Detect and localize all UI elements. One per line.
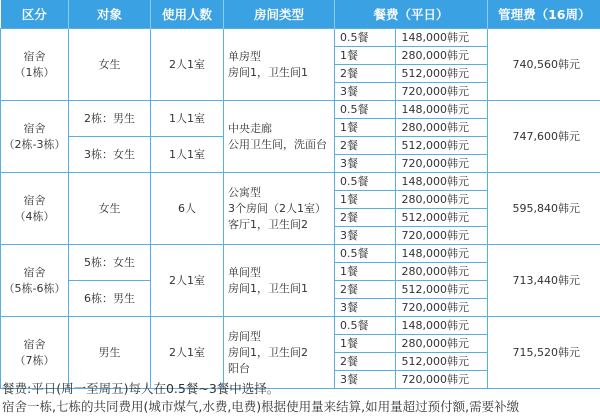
- dorm-target: 6栋：男生: [69, 281, 151, 317]
- meal-option: 3餐: [335, 299, 396, 317]
- dorm-target: 5栋：女生: [69, 245, 151, 281]
- dorm-room-type: 公寓型 3个房间（2人1室） 客厅1，卫生间2: [224, 173, 335, 245]
- meal-price: 512,000韩元: [396, 65, 488, 83]
- meal-option: 3餐: [335, 371, 396, 389]
- header-meal-fee: 餐费（平日）: [335, 0, 488, 29]
- meal-price: 148,000韩元: [396, 29, 488, 47]
- table-row: [1, 317, 600, 335]
- table-row: [1, 29, 600, 47]
- meal-option: 0.5餐: [335, 101, 396, 119]
- dorm-name: 宿舍 （5栋-6栋）: [1, 245, 69, 317]
- meal-price: 720,000韩元: [396, 371, 488, 389]
- meal-option: 0.5餐: [335, 245, 396, 263]
- meal-option: 3餐: [335, 227, 396, 245]
- meal-price: 512,000韩元: [396, 137, 488, 155]
- meal-price: 512,000韩元: [396, 281, 488, 299]
- dorm-people: 2人1室: [151, 29, 224, 101]
- meal-option: 3餐: [335, 155, 396, 173]
- meal-price: 720,000韩元: [396, 299, 488, 317]
- meal-option: 2餐: [335, 209, 396, 227]
- dorm-target: 男生: [69, 317, 151, 389]
- meal-option: 2餐: [335, 353, 396, 371]
- dorm-people: 1人1室: [151, 101, 224, 137]
- header-people: 使用人数: [151, 0, 224, 29]
- table-row: [1, 101, 600, 119]
- meal-option: 1餐: [335, 47, 396, 65]
- meal-option: 1餐: [335, 335, 396, 353]
- meal-price: 280,000韩元: [396, 119, 488, 137]
- table-header-row: [1, 0, 600, 29]
- meal-option: 1餐: [335, 191, 396, 209]
- management-fee: 747,600韩元: [488, 101, 600, 173]
- meal-option: 2餐: [335, 65, 396, 83]
- dorm-room-type: 中央走廊 公用卫生间，洗面台: [224, 101, 335, 173]
- dorm-people: 6人: [151, 173, 224, 245]
- dorm-name: 宿舍 （2栋-3栋）: [1, 101, 69, 173]
- dorm-name: 宿舍 （4栋）: [1, 173, 69, 245]
- meal-price: 148,000韩元: [396, 173, 488, 191]
- dorm-people: 2人1室: [151, 245, 224, 317]
- dorm-name: 宿舍 （7栋）: [1, 317, 69, 389]
- management-fee: 715,520韩元: [488, 317, 600, 389]
- meal-price: 512,000韩元: [396, 353, 488, 371]
- meal-option: 1餐: [335, 263, 396, 281]
- meal-option: 2餐: [335, 281, 396, 299]
- meal-price: 720,000韩元: [396, 227, 488, 245]
- header-category: 区分: [1, 0, 69, 29]
- meal-option: 1餐: [335, 119, 396, 137]
- dorm-room-type: 单间型 房间1，卫生间1: [224, 245, 335, 317]
- dorm-target: 2栋：男生: [69, 101, 151, 137]
- footnotes: [2, 380, 519, 416]
- meal-price: 148,000韩元: [396, 101, 488, 119]
- meal-price: 280,000韩元: [396, 47, 488, 65]
- dorm-name: 宿舍 （1栋）: [1, 29, 69, 101]
- table-row: [1, 245, 600, 263]
- header-management-fee: 管理费（16周）: [488, 0, 600, 29]
- meal-price: 280,000韩元: [396, 335, 488, 353]
- meal-option: 0.5餐: [335, 173, 396, 191]
- dorm-target: 女生: [69, 29, 151, 101]
- management-fee: 740,560韩元: [488, 29, 600, 101]
- dorm-people: 2人1室: [151, 317, 224, 389]
- table-row: [1, 173, 600, 191]
- meal-option: 0.5餐: [335, 29, 396, 47]
- meal-price: 720,000韩元: [396, 83, 488, 101]
- management-fee: 713,440韩元: [488, 245, 600, 317]
- dorm-target: 女生: [69, 173, 151, 245]
- meal-option: 0.5餐: [335, 317, 396, 335]
- dorm-room-type: 房间型 房间1，卫生间2 阳台: [224, 317, 335, 389]
- meal-price: 148,000韩元: [396, 245, 488, 263]
- meal-price: 280,000韩元: [396, 191, 488, 209]
- header-room-type: 房间类型: [224, 0, 335, 29]
- dorm-target: 3栋：女生: [69, 137, 151, 173]
- meal-price: 720,000韩元: [396, 155, 488, 173]
- header-target: 对象: [69, 0, 151, 29]
- management-fee: 595,840韩元: [488, 173, 600, 245]
- footnote-meal: 餐费:平日(周一至周五)每人在0.5餐~3餐中选择。: [2, 381, 280, 396]
- meal-price: 148,000韩元: [396, 317, 488, 335]
- footnote-utilities: 宿舍一栋,七栋的共同费用(城市煤气,水费,电费)根据使用量来结算,如用量超过预付额,需要补缴: [2, 399, 520, 414]
- meal-price: 280,000韩元: [396, 263, 488, 281]
- meal-price: 512,000韩元: [396, 209, 488, 227]
- meal-option: 3餐: [335, 83, 396, 101]
- meal-option: 2餐: [335, 137, 396, 155]
- dorm-room-type: 单房型 房间1，卫生间1: [224, 29, 335, 101]
- dorm-people: 1人1室: [151, 137, 224, 173]
